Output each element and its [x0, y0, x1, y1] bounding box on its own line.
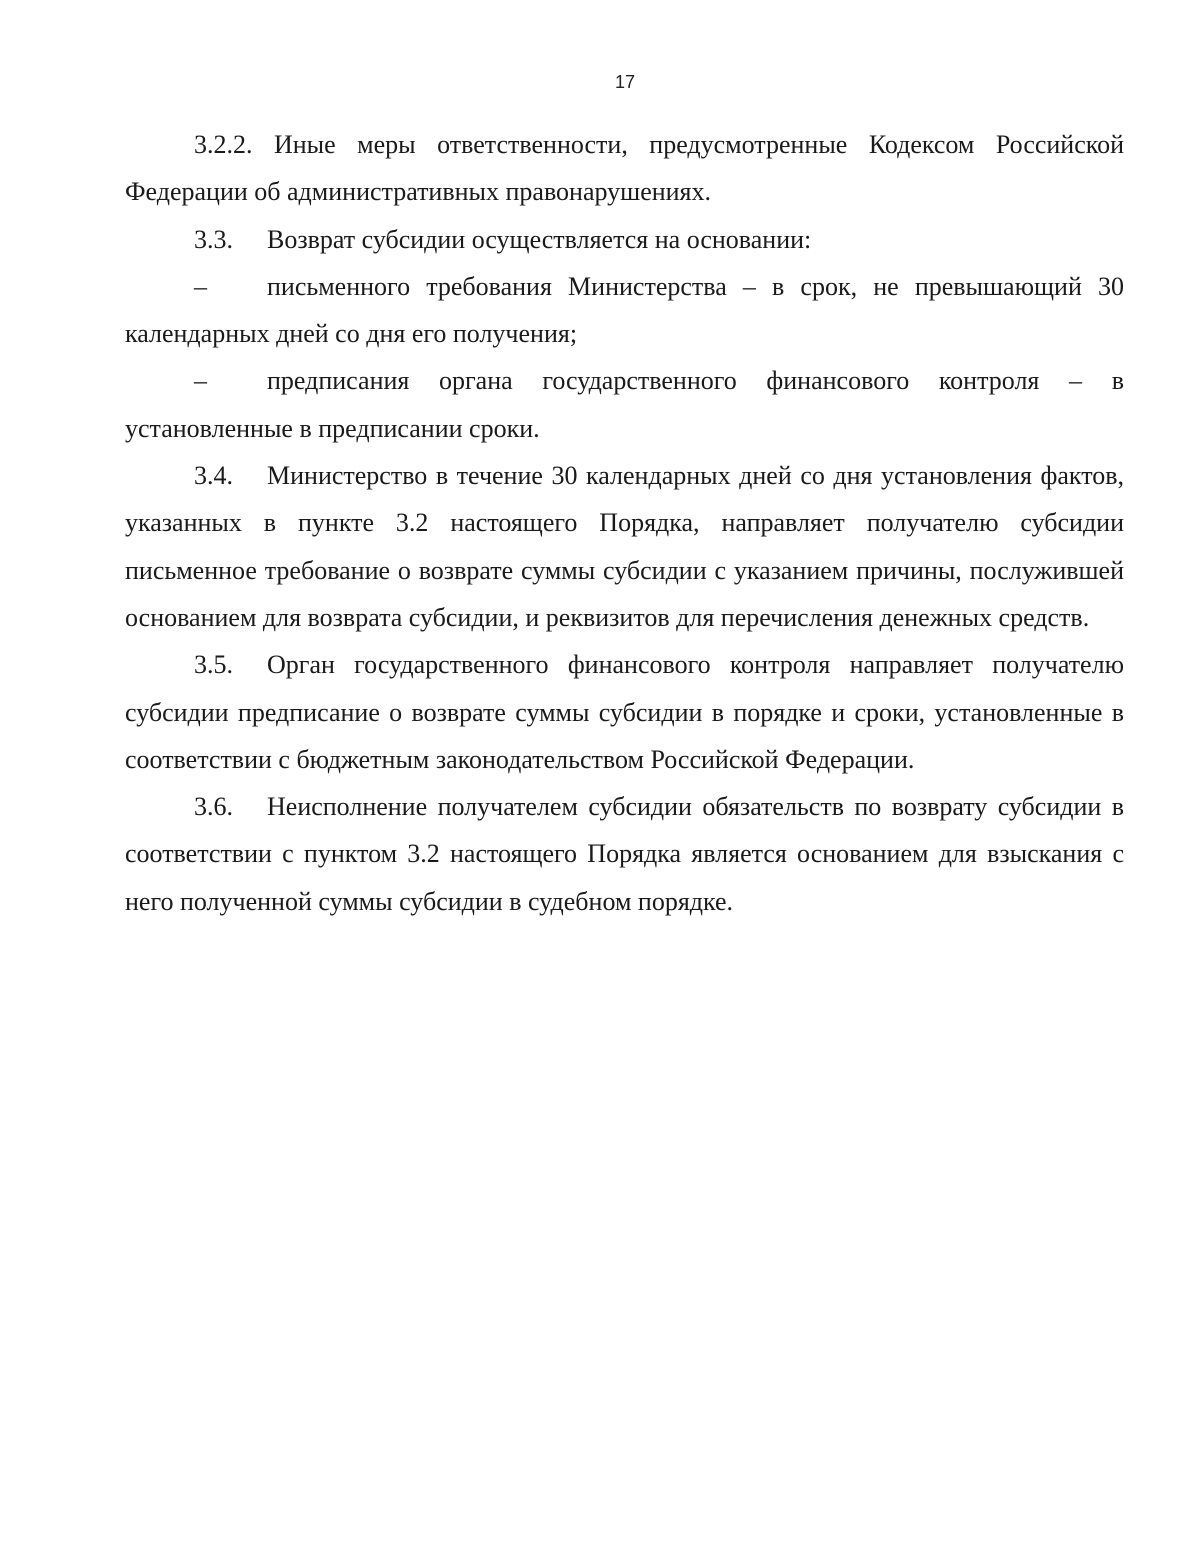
paragraph-text: Министерство в течение 30 календарных дней со дня установления фактов, указанных в пункте 3.2 настоящего Порядка, направляет получателю субсидии письменное требование о возврате суммы субсидии с указанием причины, послужившей основанием для возврата субсидии, и реквизитов для перечисления денежных средств.	[125, 461, 1124, 632]
page-number: 17	[614, 72, 636, 92]
paragraph-3-2-2	[125, 121, 1124, 216]
paragraph-number: 3.4.	[194, 461, 233, 491]
paragraph-text: письменного требования Министерства – в срок, не превышающий 30 календарных дней со дня его получения;	[125, 271, 1124, 349]
paragraph-text: Неисполнение получателем субсидии обязательств по возврату субсидии в соответствии с пунктом 3.2 настоящего Порядка является основанием для взыскания с него полученной суммы субсидии в судебном порядке.	[125, 792, 1124, 916]
paragraph-3-5	[125, 641, 1124, 783]
paragraph-text: предписания органа государственного финансового контроля – в установленные в предписании сроки.	[125, 366, 1124, 443]
document-body	[125, 121, 1124, 925]
paragraph-3-4	[125, 452, 1124, 641]
paragraph-text: Возврат субсидии осуществляется на основании:	[267, 224, 812, 254]
paragraph-text: Орган государственного финансового контроля направляет получателю субсидии предписание о возврате суммы субсидии в порядке и сроки, установленные в соответствии с бюджетным законодательством Российской Федерации.	[125, 650, 1124, 774]
list-item-prescription	[125, 357, 1124, 452]
paragraph-3-3	[125, 216, 1124, 263]
list-dash: –	[194, 271, 207, 301]
paragraph-number: 3.6.	[194, 792, 233, 822]
list-item-written-demand	[125, 263, 1124, 358]
list-dash: –	[194, 366, 207, 396]
paragraph-number: 3.5.	[194, 650, 233, 680]
paragraph-number: 3.3.	[194, 224, 233, 254]
paragraph-text: 3.2.2. Иные меры ответственности, предусмотренные Кодексом Российской Федерации об административных правонарушениях.	[125, 130, 1124, 207]
paragraph-3-6	[125, 783, 1124, 925]
